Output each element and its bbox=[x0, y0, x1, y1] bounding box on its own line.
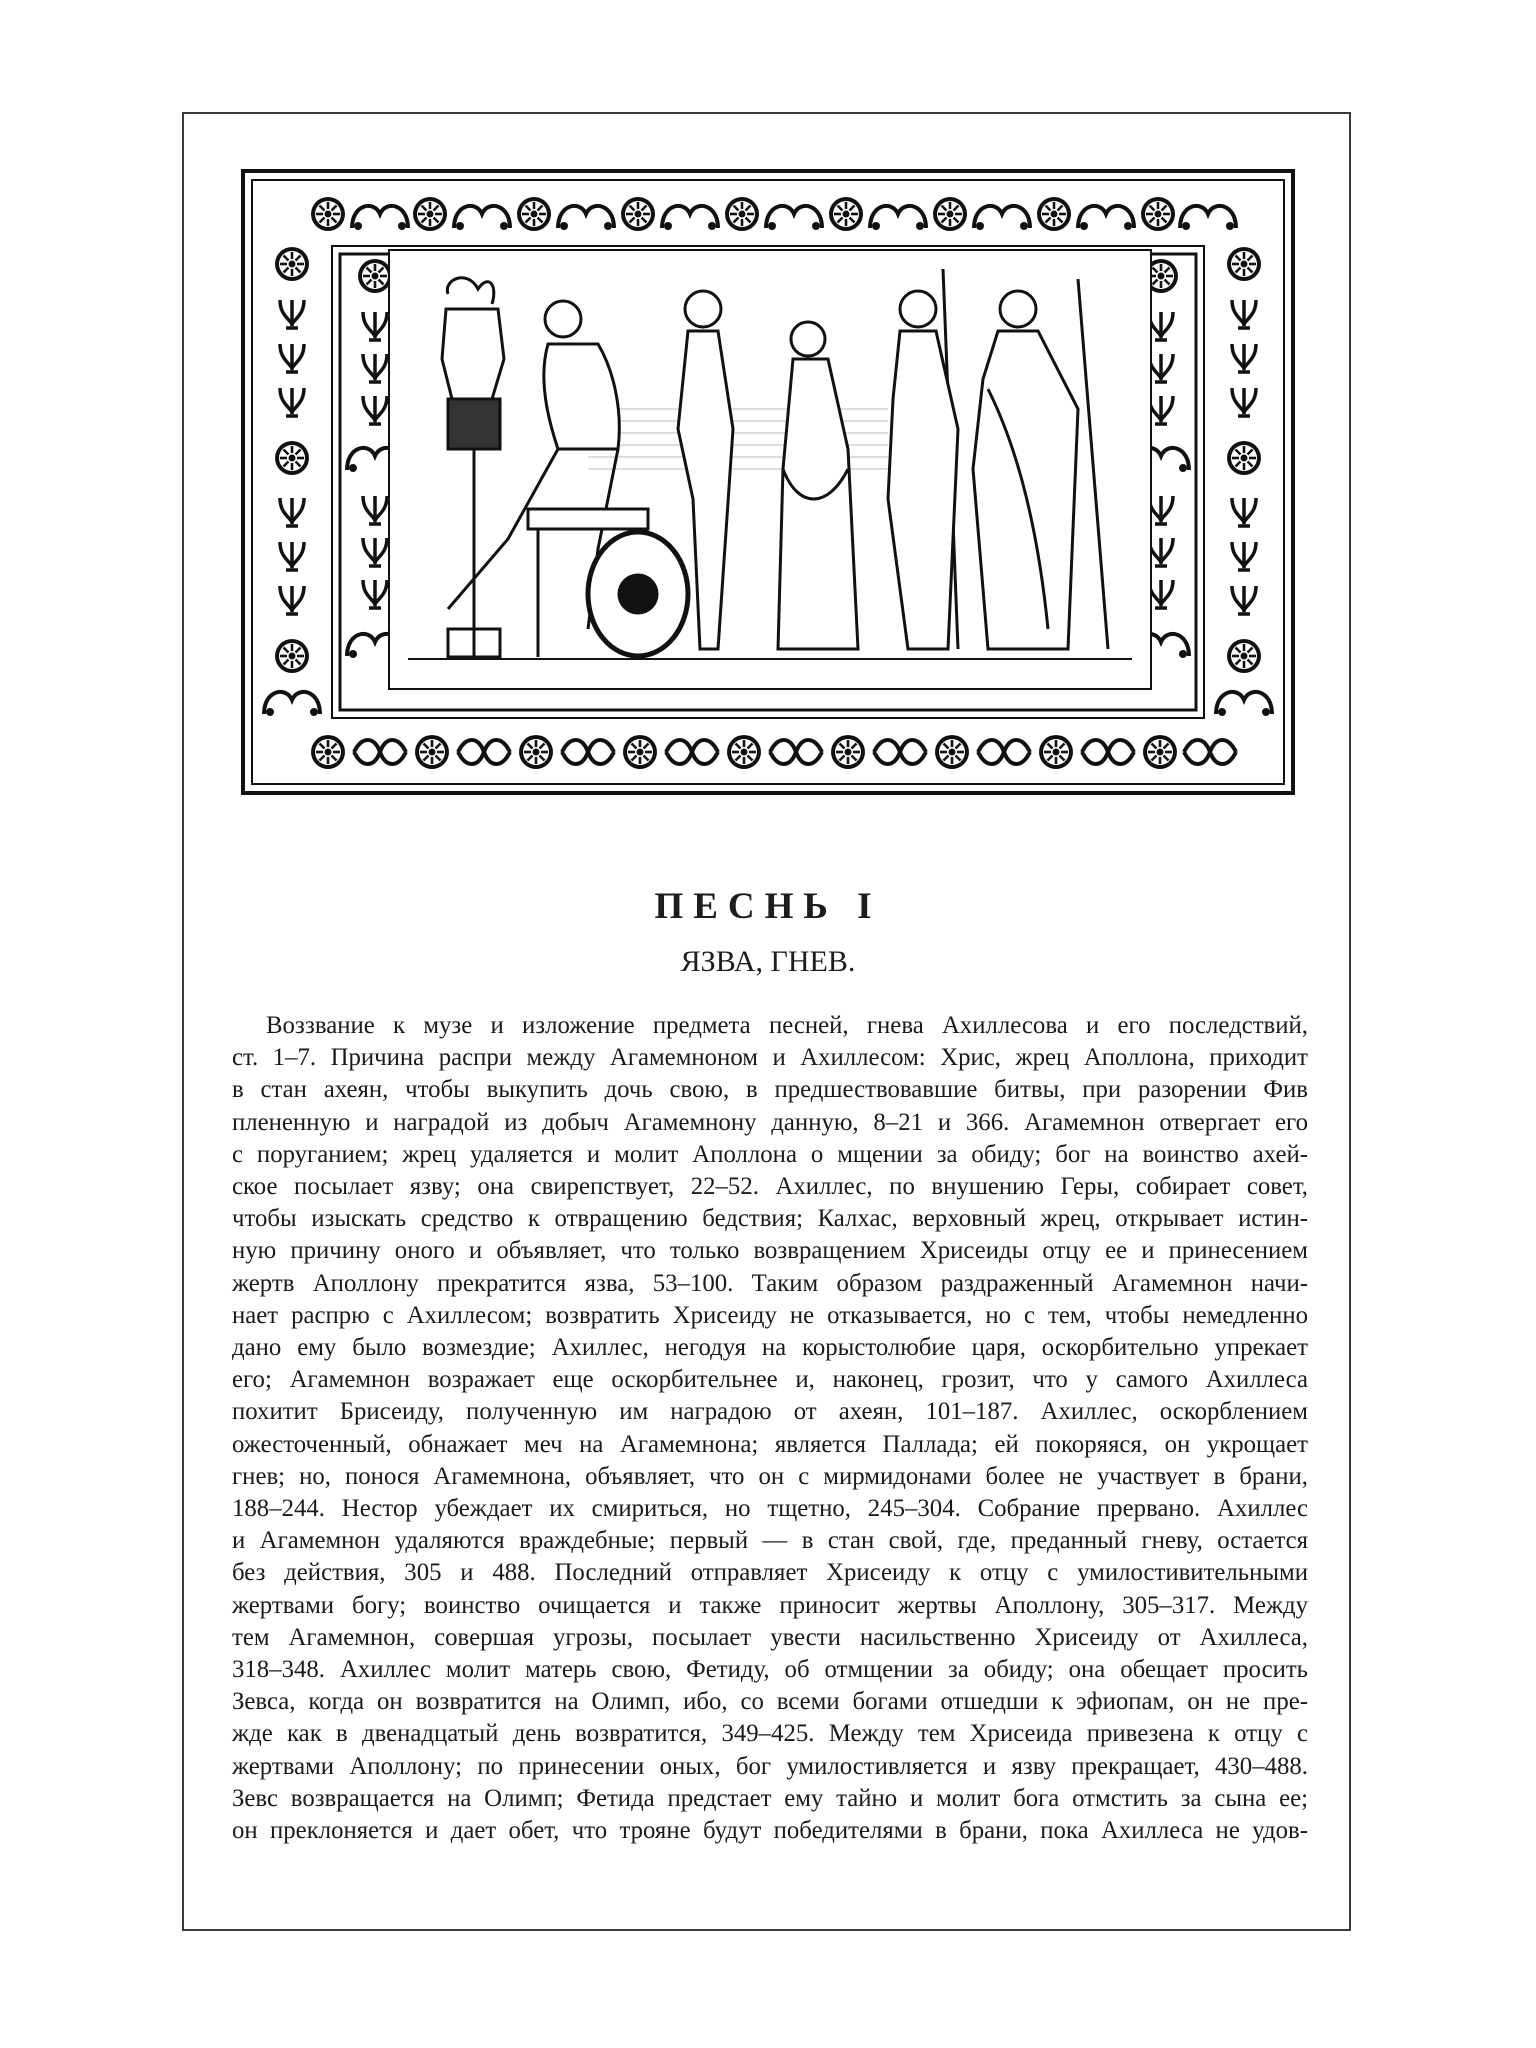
summary-line: 318–348. Ахиллес молит матерь свою, Фетиду, об отмщении за обиду; она обещает просить bbox=[232, 1656, 1308, 1684]
summary-line: жертвами Аполлону; по принесении оных, бог умилостивляется и язву прекращает, 430–488. bbox=[232, 1752, 1308, 1780]
summary-line: ское посылает язву; она свирепствует, 22–52. Ахиллес, по внушению Геры, собирает совет, bbox=[232, 1173, 1308, 1201]
summary-line: чтобы изыскать средство к отвращению бедствия; Калхас, верховный жрец, открывает истин- bbox=[232, 1205, 1308, 1233]
summary-line: ожесточенный, обнажает меч на Агамемнона; является Паллада; ей покоряяся, он укрощает bbox=[232, 1430, 1308, 1458]
summary-line: нает распрю с Ахиллесом; возвратить Хрисеиду не отказывается, но с тем, чтобы немедленно bbox=[232, 1301, 1308, 1329]
summary-paragraph bbox=[232, 1010, 1308, 1847]
summary-line: жертвами богу; воинство очищается и также приносит жертвы Аполлону, 305–317. Между bbox=[232, 1591, 1308, 1619]
summary-line: жде как в двенадцатый день возвратится, 349–425. Между тем Хрисеида привезена к отцу с bbox=[232, 1720, 1308, 1748]
summary-line: Зевса, когда он возвратится на Олимп, ибо, со всеми богами отшедши к эфиопам, он не пре- bbox=[232, 1688, 1308, 1716]
summary-line: похитит Брисеиду, полученную им наградою от ахеян, 101–187. Ахиллес, оскорблением bbox=[232, 1398, 1308, 1426]
song-subtitle: ЯЗВА, ГНЕВ. bbox=[680, 945, 856, 978]
summary-line: в стан ахеян, чтобы выкупить дочь свою, в предшествовавшие битвы, при разорении Фив bbox=[232, 1076, 1308, 1104]
summary-line: тем Агамемнон, совершая угрозы, посылает увести насильственно Хрисеиду от Ахиллеса, bbox=[232, 1623, 1308, 1651]
summary-line: жертв Аполлону прекратится язва, 53–100. Таким образом раздраженный Агамемнон начи- bbox=[232, 1269, 1308, 1297]
summary-line: и Агамемнон удаляются враждебные; первый — в стан свой, где, преданный гневу, остается bbox=[232, 1527, 1308, 1555]
summary-line: ную причину оного и объявляет, что только возвращением Хрисеиды отцу ее и принесением bbox=[232, 1237, 1308, 1265]
summary-line: ст. 1–7. Причина распри между Агамемноном и Ахиллесом: Хрис, жрец Аполлона, приходит bbox=[232, 1044, 1308, 1072]
summary-line: он преклоняется и дает обет, что трояне будут победителями в брани, пока Ахиллеса не удов- bbox=[232, 1817, 1308, 1845]
shield bbox=[588, 532, 688, 656]
song-title: ПЕСНЬ I bbox=[654, 886, 882, 927]
summary-line: плененную и наградой из добыч Агамемнону данную, 8–21 и 366. Агамемнон отвергает его bbox=[232, 1108, 1308, 1136]
summary-line: Зевс возвращается на Олимп; Фетида предстает ему тайно и молит бога отмстить за сына ее; bbox=[232, 1784, 1308, 1812]
summary-line: Воззвание к музе и изложение предмета песней, гнева Ахиллесова и его последствий, bbox=[266, 1012, 1308, 1039]
summary-line: гнев; но, понося Агамемнона, объявляет, что он с мирмидонами более не участвует в брани, bbox=[232, 1462, 1308, 1490]
summary-line: с поруганием; жрец удаляется и молит Аполлона о мщении за обиду; бог на воинство ахей- bbox=[232, 1140, 1308, 1168]
summary-line: дано ему было возмездие; Ахиллес, негодуя на корыстолюбие царя, оскорбительно упрекает bbox=[232, 1334, 1308, 1362]
summary-line: его; Агамемнон возражает еще оскорбительнее и, наконец, грозит, что у самого Ахиллеса bbox=[232, 1366, 1308, 1394]
summary-line: без действия, 305 и 488. Последний отправляет Хрисеиду к отцу с умилостивительными bbox=[232, 1559, 1308, 1587]
engraving-scene bbox=[388, 249, 1152, 690]
summary-line: 188–244. Нестор убеждает их смириться, но тщетно, 245–304. Собрание прервано. Ахиллес bbox=[232, 1495, 1308, 1523]
